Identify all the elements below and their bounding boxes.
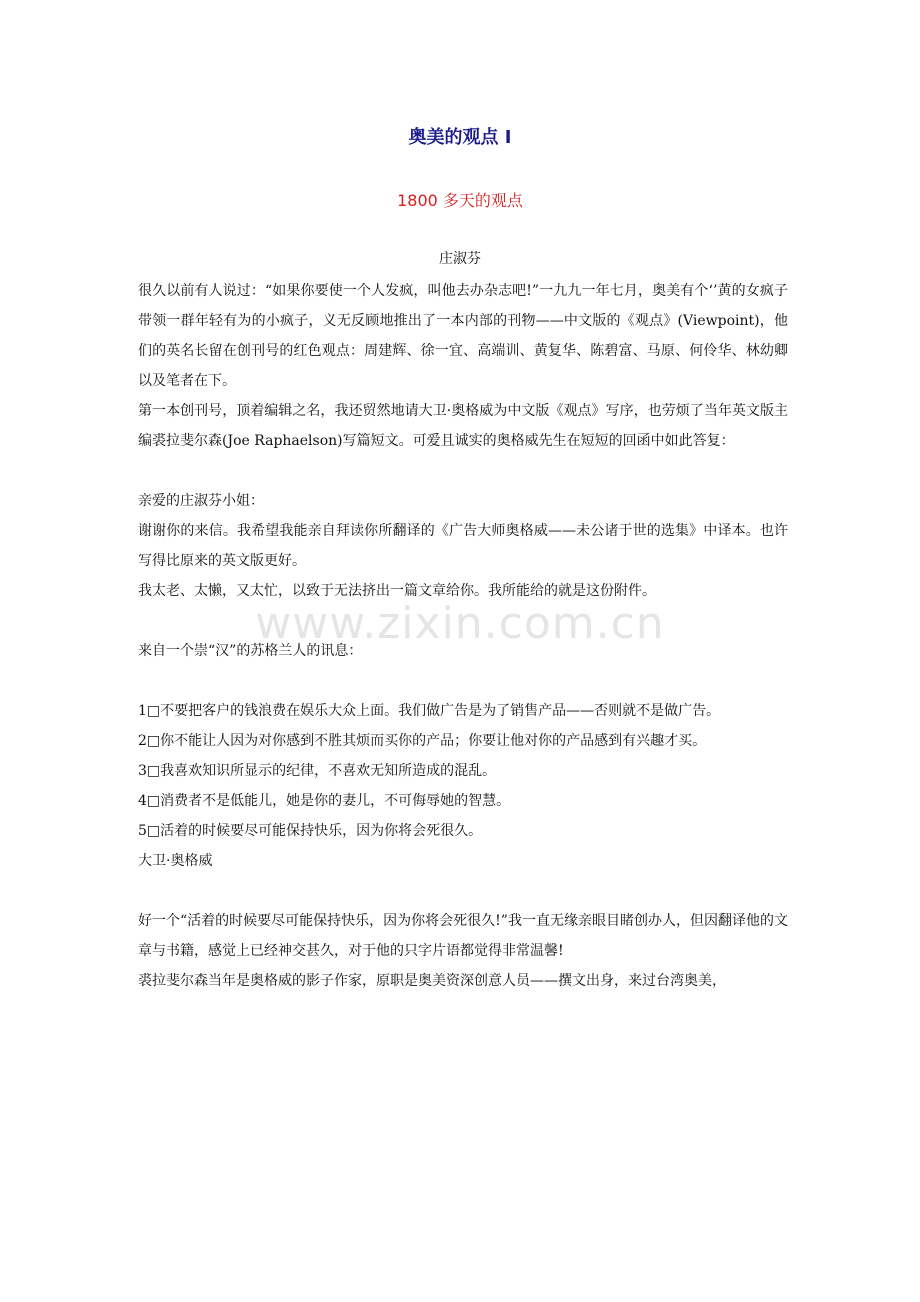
document-subtitle: 1800 多天的观点 bbox=[397, 191, 523, 210]
paragraph: 我太老、太懒，又太忙，以致于无法挤出一篇文章给你。我所能给的就是这份附件。 bbox=[138, 583, 656, 599]
list-item: 5□活着的时候要尽可能保持快乐，因为你将会死很久。 bbox=[138, 823, 483, 839]
salutation: 亲爱的庄淑芬小姐： bbox=[138, 493, 264, 509]
body-text bbox=[138, 276, 788, 996]
message-heading: 来自一个崇“汉”的苏格兰人的讯息： bbox=[138, 643, 363, 659]
list-item: 3□我喜欢知识所显示的纪律，不喜欢无知所造成的混乱。 bbox=[138, 763, 497, 779]
list-item: 1□不要把客户的钱浪费在娱乐大众上面。我们做广告是为了销售产品——否则就不是做广告。 bbox=[138, 703, 721, 719]
watermark: www.zixin.com.cn bbox=[255, 598, 665, 649]
document-title: 奥美的观点 I bbox=[408, 127, 512, 148]
paragraph: 很久以前有人说过：“如果你要使一个人发疯，叫他去办杂志吧!”一九九一年七月，奥美有个‘’黄的女疯子带领一群年轻有为的小疯子，义无反顾地推出了一本内部的刊物——中文版的《观点》(Viewpoint)，他们的英名长留在创刊号的红色观点：周建辉、徐一宜、高端训、黄复华、陈碧富、马原、何伶华、林幼卿以及笔者在下。 bbox=[138, 283, 788, 389]
paragraph: 裘拉斐尔森当年是奥格威的影子作家，原职是奥美资深创意人员——撰文出身，来过台湾奥美， bbox=[138, 973, 726, 989]
paragraph: 第一本创刊号，顶着编辑之名，我还贸然地请大卫·奥格威为中文版《观点》写序，也劳烦了当年英文版主编裘拉斐尔森(Joe Raphaelson)写篇短文。可爱且诚实的奥格威先生在短短的回函中如此答复： bbox=[138, 403, 788, 449]
list-item: 2□你不能让人因为对你感到不胜其烦而买你的产品；你要让他对你的产品感到有兴趣才买。 bbox=[138, 733, 707, 749]
blank-line bbox=[138, 876, 788, 906]
list-item: 4□消费者不是低能儿，她是你的妻儿，不可侮辱她的智慧。 bbox=[138, 793, 511, 809]
paragraph: 谢谢你的来信。我希望我能亲自拜读你所翻译的《广告大师奥格威——未公诸于世的选集》中译本。也许写得比原来的英文版更好。 bbox=[138, 523, 788, 569]
blank-line bbox=[138, 666, 788, 696]
blank-line bbox=[138, 456, 788, 486]
blank-line bbox=[138, 606, 788, 636]
signature-name: 大卫·奥格威 bbox=[138, 853, 213, 869]
author-name: 庄淑芬 bbox=[439, 251, 481, 267]
paragraph: 好一个“活着的时候要尽可能保持快乐，因为你将会死很久!”我一直无缘亲眼目睹创办人，但因翻译他的文章与书籍，感觉上已经神交甚久，对于他的只字片语都觉得非常温馨! bbox=[138, 913, 788, 959]
